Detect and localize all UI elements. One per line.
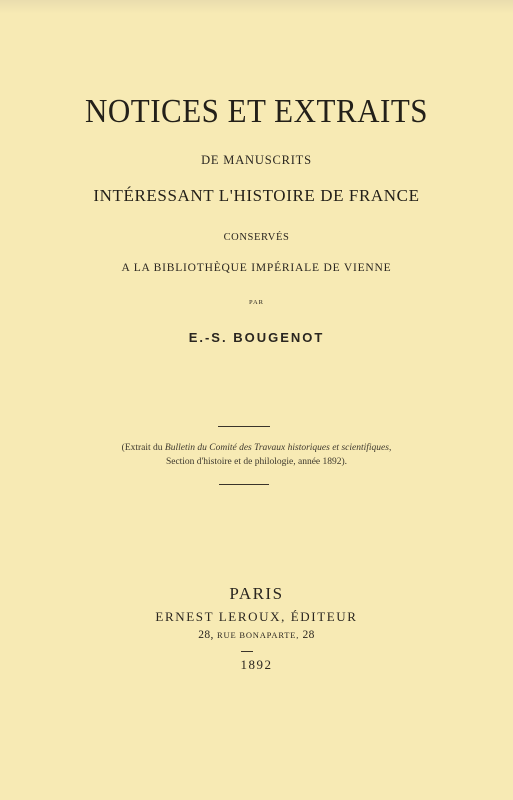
bulletin-title: Bulletin du Comité des Travaux historiques et scientifiques bbox=[164, 443, 389, 453]
conserves-label: CONSERVÉS bbox=[223, 232, 290, 243]
par-label: PAR bbox=[248, 299, 265, 306]
imprint-city: PARIS bbox=[229, 584, 284, 603]
year-dash bbox=[241, 651, 253, 652]
title-line-two: INTÉRESSANT L'HISTOIRE DE FRANCE bbox=[93, 186, 420, 205]
extract-note-line-1 bbox=[0, 443, 513, 453]
imprint-address bbox=[0, 629, 513, 641]
imprint-publisher: ERNEST LEROUX, ÉDITEUR bbox=[155, 609, 358, 624]
page-edge-shadow bbox=[0, 0, 513, 14]
main-title: NOTICES ET EXTRAITS bbox=[84, 91, 429, 130]
address-street: RUE BONAPARTE, bbox=[217, 630, 300, 640]
divider-top bbox=[218, 426, 270, 427]
library-line: A LA BIBLIOTHÈQUE IMPÉRIALE DE VIENNE bbox=[121, 262, 392, 274]
extract-line1-end: , bbox=[388, 443, 392, 453]
author-name: E.-S. BOUGENOT bbox=[188, 330, 325, 345]
address-number: 28, bbox=[198, 629, 218, 641]
extract-note-line-2: Section d'histoire et de philologie, année 1892). bbox=[165, 457, 348, 467]
imprint-year: 1892 bbox=[240, 657, 273, 672]
divider-bottom bbox=[219, 484, 269, 485]
address-number-2: 28 bbox=[299, 629, 315, 641]
extract-open: (Extrait du bbox=[121, 443, 165, 453]
subtitle: DE MANUSCRITS bbox=[201, 153, 312, 167]
